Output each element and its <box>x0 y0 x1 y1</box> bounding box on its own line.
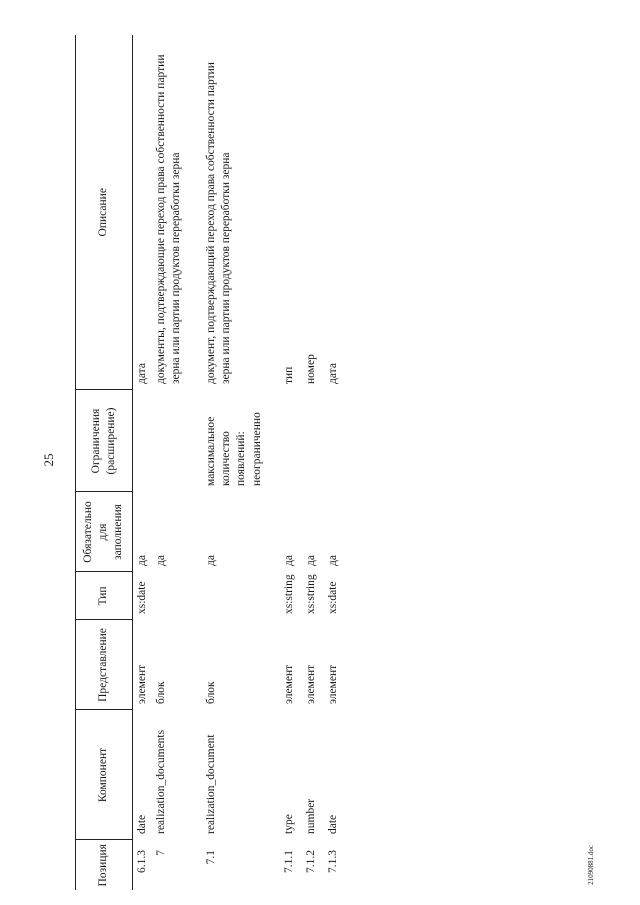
footer-code-text: 21090881.doc <box>587 845 595 885</box>
cell-type <box>204 572 282 620</box>
specification-table-container <box>75 35 605 890</box>
cell-required: да <box>205 555 218 566</box>
cell-type: xs:date <box>327 581 340 614</box>
table-row <box>132 35 154 890</box>
cell-description: документы, подтверждающие переход права собственности партии зерна или партии продуктов переработки зерна <box>155 54 183 384</box>
cell-type: xs:date <box>135 581 148 614</box>
page-number-text: 25 <box>41 453 56 467</box>
page-number <box>41 444 57 476</box>
cell-limits <box>132 390 154 492</box>
cell-required: да <box>327 555 340 566</box>
cell-component: date <box>135 814 148 834</box>
cell-required: да <box>135 555 148 566</box>
cell-required: да <box>283 555 296 566</box>
cell-description: дата <box>327 363 340 384</box>
cell-required: да <box>305 555 318 566</box>
cell-description: документ, подтверждающий переход права собственности партии зерна или партии продуктов переработки зерна <box>205 62 233 384</box>
cell-type: xs:string <box>283 574 296 614</box>
header-position: Позиция <box>76 840 133 890</box>
cell-limits <box>326 390 348 492</box>
header-type: Тип <box>76 572 133 620</box>
cell-limits: максимальное количество появлений: неограниченно <box>205 412 263 486</box>
cell-component: realization_document <box>205 734 218 834</box>
cell-description: тип <box>283 366 296 384</box>
cell-position: 6.1.3 <box>135 850 148 873</box>
cell-required: да <box>155 555 168 566</box>
cell-description: номер <box>305 354 318 384</box>
cell-position: 7.1 <box>205 850 218 865</box>
cell-representation: элемент <box>283 664 296 704</box>
header-description: Описание <box>76 35 133 390</box>
cell-representation: элемент <box>327 664 340 704</box>
table-row <box>326 35 348 890</box>
cell-representation: элемент <box>135 664 148 704</box>
table-row <box>204 35 282 890</box>
cell-component: type <box>283 814 296 834</box>
table-row <box>154 35 204 890</box>
cell-limits <box>154 390 204 492</box>
cell-type <box>154 572 204 620</box>
table-row <box>304 35 326 890</box>
header-limits: Ограничения (расширение) <box>76 390 133 492</box>
specification-table <box>75 35 348 890</box>
cell-position: 7.1.3 <box>327 850 340 873</box>
cell-description: дата <box>135 363 148 384</box>
table-header-row <box>76 35 133 890</box>
table-row <box>282 35 304 890</box>
header-component: Компонент <box>76 710 133 840</box>
cell-representation: элемент <box>305 664 318 704</box>
cell-component: realization_documents <box>155 729 168 834</box>
cell-position: 7.1.1 <box>283 850 296 873</box>
document-footer-code <box>585 835 597 895</box>
header-representation: Представление <box>76 620 133 710</box>
cell-limits <box>304 390 326 492</box>
cell-position: 7.1.2 <box>305 850 318 873</box>
cell-representation: блок <box>205 681 218 704</box>
cell-type: xs:string <box>305 574 318 614</box>
cell-limits <box>282 390 304 492</box>
cell-component: number <box>305 798 318 834</box>
cell-position: 7 <box>155 850 168 856</box>
cell-representation: блок <box>155 681 168 704</box>
header-required: Обязательно для заполнения <box>76 492 133 572</box>
cell-component: date <box>327 814 340 834</box>
